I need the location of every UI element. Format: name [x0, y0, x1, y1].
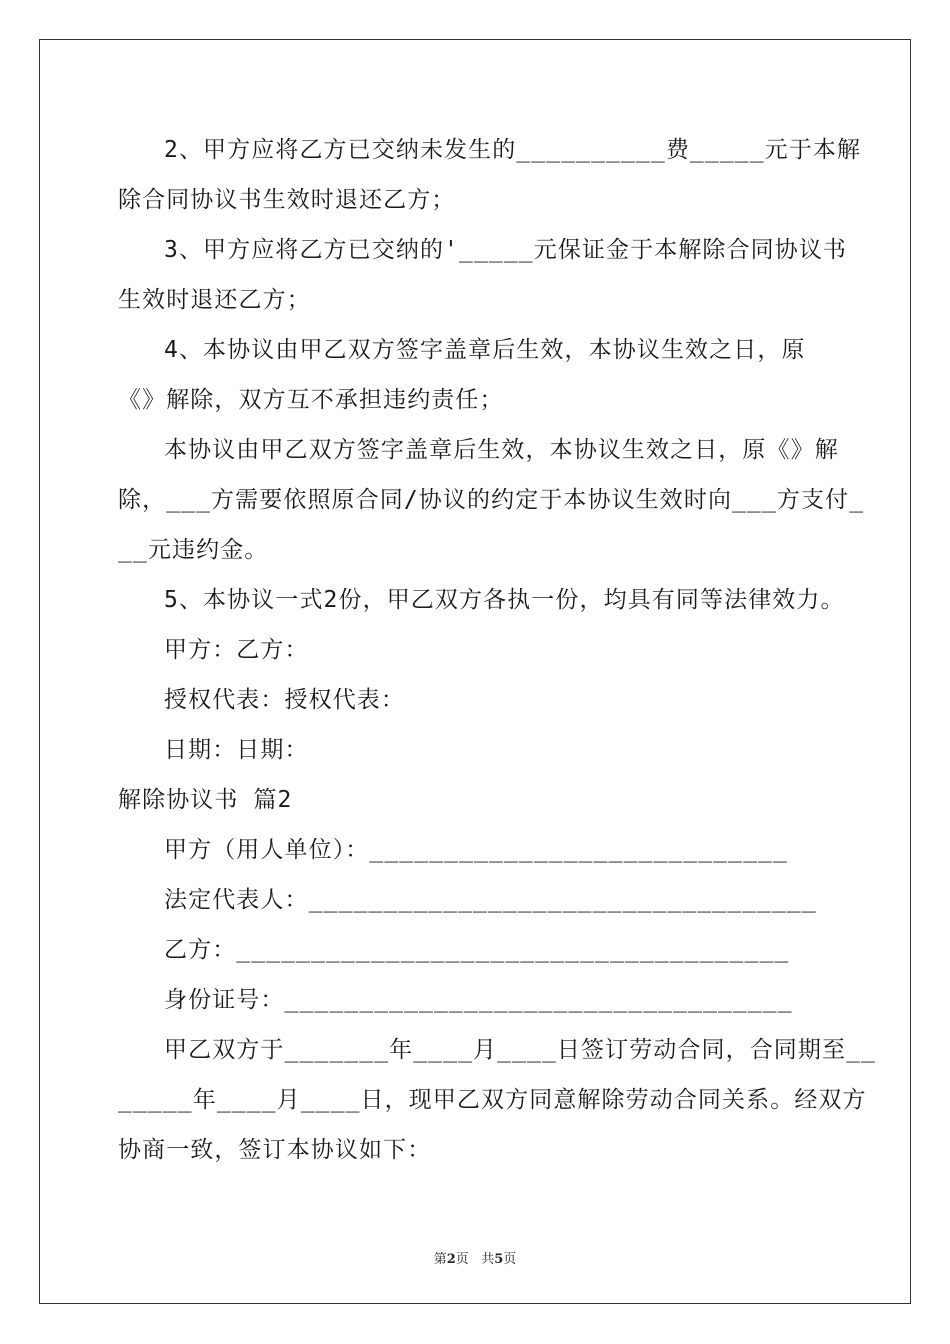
page-footer [0, 1248, 950, 1267]
document-line: 授权代表：授权代表： [164, 687, 405, 713]
footer-total-prefix: 共 [481, 1252, 495, 1267]
document-line: 甲方：乙方： [164, 637, 309, 663]
footer-total-pages: 5 [494, 1252, 504, 1267]
document-line: 《》解除，双方互不承担违约责任； [118, 387, 504, 413]
document-line: 乙方：_____________________________________ [164, 937, 790, 963]
document-line: _____年____月____日，现甲乙双方同意解除劳动合同关系。经双方 [118, 1087, 867, 1113]
document-line: 甲方（用人单位）：____________________________ [164, 837, 788, 863]
document-line: 甲乙双方于_______年____月____日签订劳动合同，合同期至__ [164, 1037, 877, 1063]
document-line: 身份证号：__________________________________ [164, 987, 793, 1013]
document-line: 法定代表人：__________________________________ [164, 887, 817, 913]
document-line: 本协议由甲乙双方签字盖章后生效，本协议生效之日，原《》解 [164, 437, 839, 463]
document-line: 协商一致，签订本协议如下： [118, 1137, 432, 1163]
document-line: 3、甲方应将乙方已交纳的'_____元保证金于本解除合同协议书 [164, 237, 848, 263]
footer-total-suffix: 页 [503, 1252, 517, 1267]
document-line: 5、本协议一式2份，甲乙双方各执一份，均具有同等法律效力。 [164, 587, 845, 613]
footer-page-number: 2 [446, 1252, 456, 1267]
document-line: 除，___方需要依照原合同/协议的约定于本协议生效时向___方支付_ [118, 487, 865, 513]
document-line: 日期：日期： [164, 737, 309, 763]
document-line: __元违约金。 [118, 537, 269, 563]
document-line: 除合同协议书生效时退还乙方； [118, 187, 456, 213]
document-line: 4、本协议由甲乙双方签字盖章后生效，本协议生效之日，原 [164, 337, 806, 363]
footer-prefix: 第 [433, 1252, 447, 1267]
footer-page-suffix: 页 [455, 1252, 469, 1267]
document-line: 解除协议书 篇2 [118, 787, 293, 813]
document-body [118, 125, 877, 1175]
document-line: 生效时退还乙方； [118, 287, 311, 313]
document-line: 2、甲方应将乙方已交纳未发生的__________费_____元于本解 [164, 137, 862, 163]
